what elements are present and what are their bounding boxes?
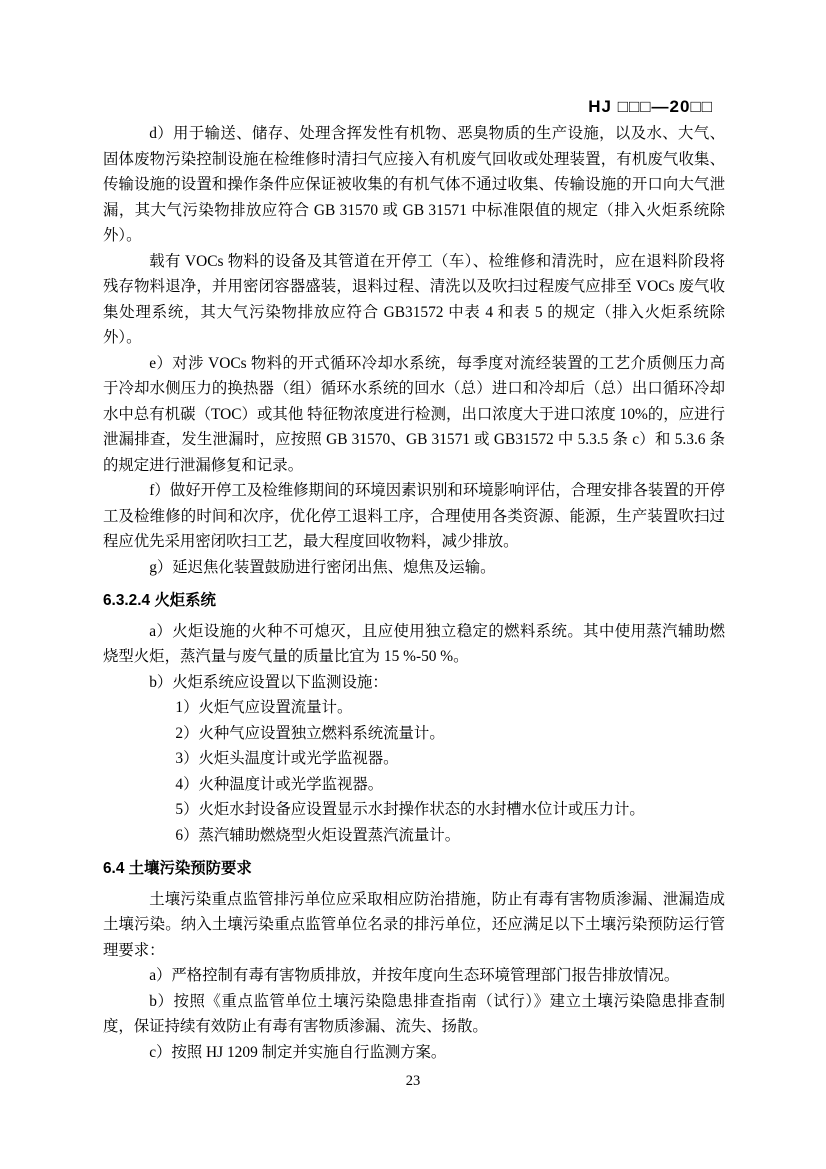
list-item: 1）火炬气应设置流量计。 <box>175 699 353 716</box>
section-heading: 6.4 土壤污染预防要求 <box>103 860 252 877</box>
paragraph: g）延迟焦化装置鼓励进行密闭出焦、熄焦及运输。 <box>149 558 496 576</box>
page-number: 23 <box>405 1073 421 1089</box>
paragraph: a）火炬设施的火种不可熄灭，且应使用独立稳定的燃料系统。其中使用蒸汽辅助燃烧型火炬，蒸汽量与废气量的质量比宜为 15 %-50 %。 <box>103 622 725 665</box>
list-item: 6）蒸汽辅助燃烧型火炬设置蒸汽流量计。 <box>175 826 461 844</box>
section-heading: 6.3.2.4 火炬系统 <box>103 592 216 609</box>
list-item: 5）火炬水封设备应设置显示水封操作状态的水封槽水位计或压力计。 <box>175 801 645 818</box>
paragraph: 载有 VOCs 物料的设备及其管道在开停工（车）、检维修和清洗时，应在退料阶段将残存物料退净，并用密闭容器盛装，退料过程、清洗以及吹扫过程废气应排至 VOCs 废气收集处理系统，其大气污染物排放应符合 GB31572 中表 4 和表 5 的规定（排入火炬系统除外）。 <box>103 252 725 346</box>
paragraph: a）严格控制有毒有害物质排放，并按年度向生态环境管理部门报告排放情况。 <box>149 967 680 984</box>
paragraph: f）做好开停工及检维修期间的环境因素识别和环境影响评估，合理安排各装置的开停工及检维修的时间和次序，优化停工退料工序，合理使用各类资源、能源，生产装置吹扫过程应优先采用密闭吹扫工艺，最大程度回收物料，减少排放。 <box>103 482 725 550</box>
document-body <box>103 121 725 1065</box>
standard-number: HJ □□□—20□□ <box>588 97 713 116</box>
paragraph: b）火炬系统应设置以下监测设施： <box>149 673 388 691</box>
page-footer <box>0 1073 826 1090</box>
list-item: 3）火炬头温度计或光学监视器。 <box>175 750 399 767</box>
page-header <box>103 96 725 118</box>
paragraph: c）按照 HJ 1209 制定并实施自行监测方案。 <box>149 1043 447 1061</box>
paragraph: e）对涉 VOCs 物料的开式循环冷却水系统，每季度对流经装置的工艺介质侧压力高于冷却水侧压力的换热器（组）循环水系统的回水（总）进口和冷却后（总）出口循环冷却水中总有机碳（TOC）或其他 特征物浓度进行检测，出口浓度大于进口浓度 10%的，应进行泄漏排查，发生泄漏时，应按照 GB 31570、GB 31571 或 GB31572 中 5.3.5 条 c）和 5.3.6 条的规定进行泄漏修复和记录。 <box>103 354 725 474</box>
list-item: 4）火种温度计或光学监视器。 <box>175 775 384 793</box>
paragraph: 土壤污染重点监管排污单位应采取相应防治措施，防止有毒有害物质渗漏、泄漏造成土壤污染。纳入土壤污染重点监管单位名录的排污单位，还应满足以下土壤污染预防运行管理要求： <box>103 890 725 959</box>
paragraph: d）用于输送、储存、处理含挥发性有机物、恶臭物质的生产设施，以及水、大气、固体废物污染控制设施在检维修时清扫气应接入有机废气回收或处理装置，有机废气收集、传输设施的设置和操作条件应保证被收集的有机气体不通过收集、传输设施的开口向大气泄漏，其大气污染物排放应符合 GB 31570 或 GB 31571 中标准限值的规定（排入火炬系统除外）。 <box>103 125 725 244</box>
paragraph: b）按照《重点监管单位土壤污染隐患排查指南（试行）》建立土壤污染隐患排查制度，保证持续有效防止有毒有害物质渗漏、流失、扬散。 <box>103 992 725 1035</box>
list-item: 2）火种气应设置独立燃料系统流量计。 <box>175 724 445 742</box>
